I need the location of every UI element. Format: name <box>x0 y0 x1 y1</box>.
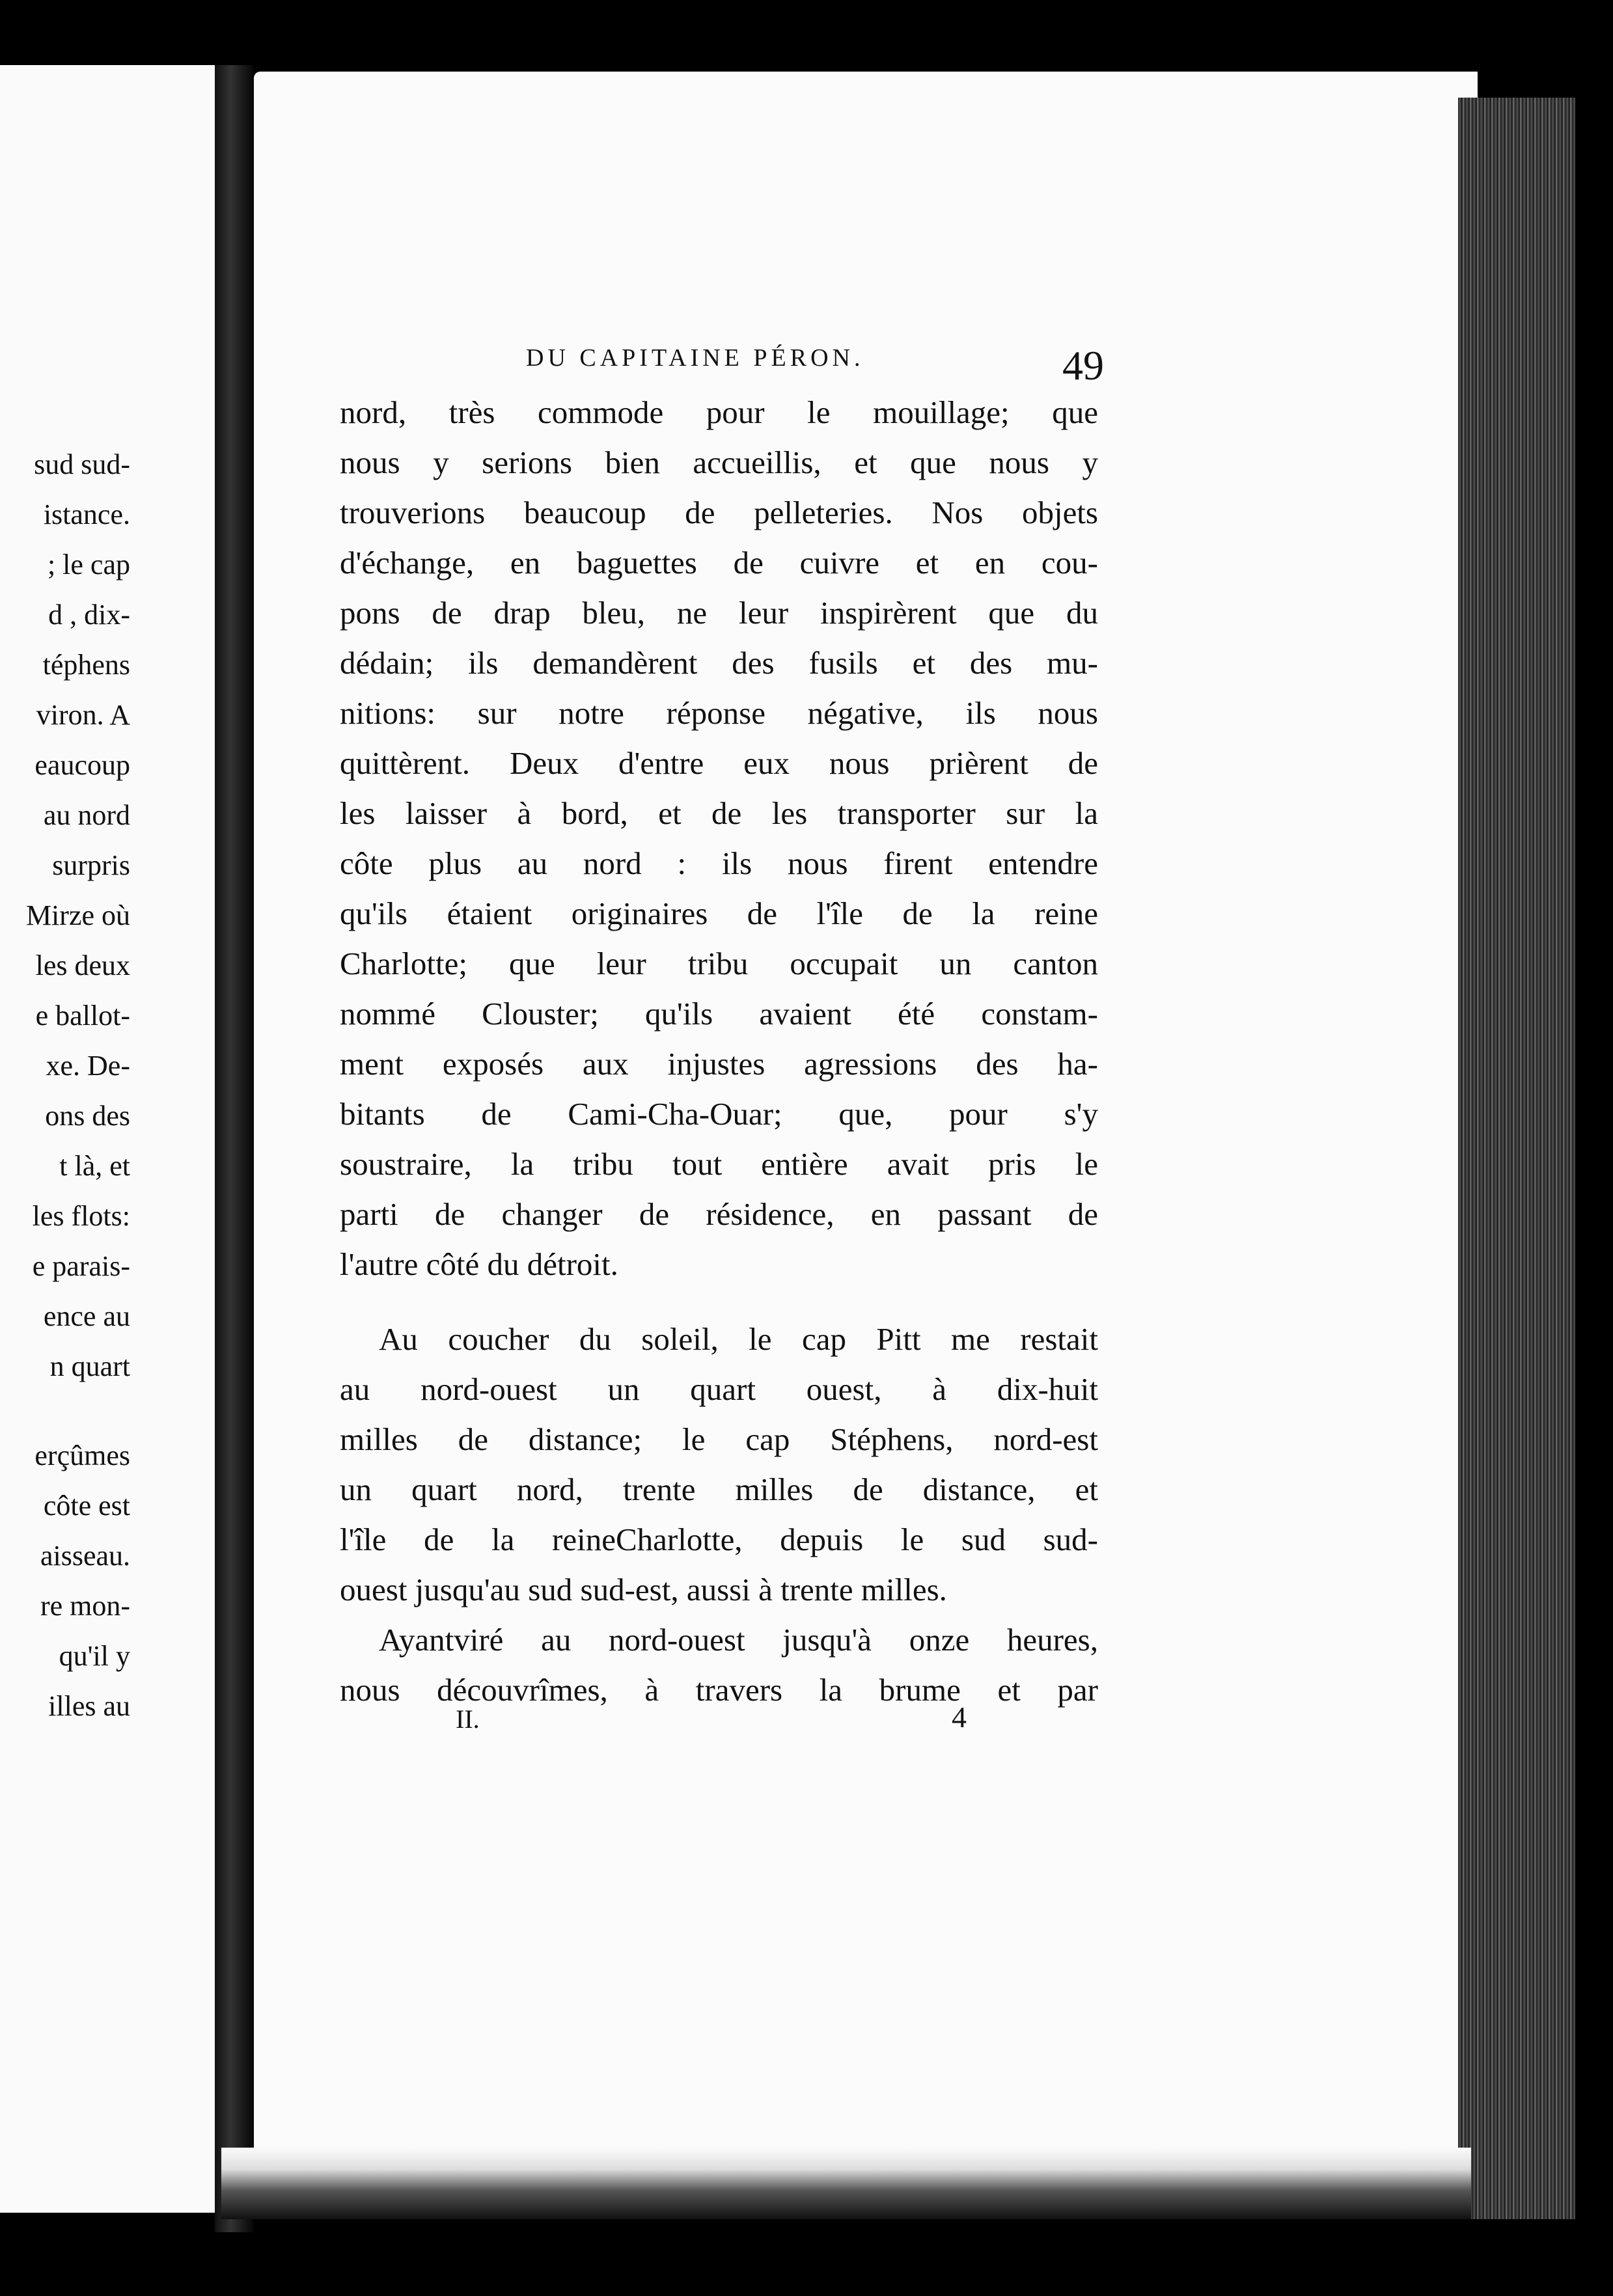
left-line: ons des <box>45 1100 130 1132</box>
left-paragraph-gap <box>0 1391 130 1430</box>
text-line: Charlotte; que leur tribu occupait un canton <box>340 946 1098 981</box>
left-line: erçûmes <box>34 1440 130 1471</box>
page-edges <box>1458 98 1575 2219</box>
paragraph-gap <box>340 1289 1098 1314</box>
left-line: d , dix- <box>48 599 130 631</box>
text-line: pons de drap bleu, ne leur inspirèrent que du <box>340 595 1098 631</box>
text-line: d'échange, en baguettes de cuivre et en cou- <box>340 545 1098 581</box>
left-line: Mirze où <box>25 899 130 931</box>
text-line: ouest jusqu'au sud sud-est, aussi à trente milles. <box>340 1572 947 1607</box>
book-gutter <box>215 65 254 2232</box>
left-line: ; le cap <box>47 549 130 581</box>
left-line: illes au <box>48 1690 130 1722</box>
text-line: Ayantviré au nord-ouest jusqu'à onze heures, <box>379 1622 1098 1658</box>
paragraph <box>340 1615 1098 1715</box>
text-line: quittèrent. Deux d'entre eux nous prièrent de <box>340 745 1098 781</box>
text-line: côte plus au nord : ils nous firent entendre <box>340 845 1098 881</box>
left-line: t là, et <box>59 1150 130 1182</box>
left-line: sud sud- <box>34 448 130 480</box>
left-line: istance. <box>43 499 130 530</box>
text-line: les laisser à bord, et de les transporter sur la <box>340 795 1098 831</box>
text-line: nord, très commode pour le mouillage; que <box>340 394 1098 430</box>
signature-number: 4 <box>952 1701 967 1734</box>
text-line: milles de distance; le cap Stéphens, nord-est <box>340 1421 1098 1457</box>
text-line: nitions: sur notre réponse négative, ils nous <box>340 695 1098 731</box>
left-line: qu'il y <box>59 1640 130 1672</box>
left-line: viron. A <box>36 699 130 731</box>
left-line: e ballot- <box>35 1000 130 1032</box>
text-line: ment exposés aux injustes agressions des ha- <box>340 1046 1098 1082</box>
left-line: re mon- <box>40 1590 130 1622</box>
text-line: parti de changer de résidence, en passant de <box>340 1196 1098 1232</box>
page-number: 49 <box>1062 342 1104 389</box>
left-page-text <box>0 439 130 1731</box>
text-line: trouverions beaucoup de pelleteries. Nos objets <box>340 495 1098 530</box>
left-page <box>0 65 215 2213</box>
left-line: les deux <box>35 950 130 981</box>
left-line: surpris <box>52 849 130 881</box>
left-line: côte est <box>43 1490 130 1522</box>
text-line: qu'ils étaient originaires de l'île de la reine <box>340 895 1098 931</box>
bottom-page-edge <box>221 2148 1471 2219</box>
text-line: l'île de la reineCharlotte, depuis le sud sud- <box>340 1522 1098 1557</box>
text-line: soustraire, la tribu tout entière avait pris le <box>340 1146 1098 1182</box>
left-line: n quart <box>49 1350 130 1382</box>
text-line: nous découvrîmes, à travers la brume et par <box>340 1672 1098 1708</box>
body-text <box>340 387 1098 1715</box>
text-line: dédain; ils demandèrent des fusils et des mu- <box>340 645 1098 681</box>
running-head: DU CAPITAINE PÉRON. <box>526 344 864 372</box>
text-line: nommé Clouster; qu'ils avaient été constam- <box>340 996 1098 1032</box>
text-line: nous y serions bien accueillis, et que nous y <box>340 444 1098 480</box>
text-line: Au coucher du soleil, le cap Pitt me restait <box>379 1321 1098 1357</box>
paragraph <box>340 1314 1098 1615</box>
left-line: téphens <box>42 649 130 681</box>
paragraph <box>340 387 1098 1289</box>
left-line: ence au <box>43 1300 130 1332</box>
text-line: bitants de Cami-Cha-Ouar; que, pour s'y <box>340 1096 1098 1132</box>
left-line: eaucoup <box>34 749 130 781</box>
left-line: au nord <box>43 799 130 831</box>
text-line: au nord-ouest un quart ouest, à dix-huit <box>340 1371 1098 1407</box>
left-line: e parais- <box>32 1250 130 1282</box>
left-line: aisseau. <box>40 1540 130 1572</box>
text-line: l'autre côté du détroit. <box>340 1246 618 1282</box>
signature-mark: II. <box>456 1704 480 1734</box>
left-line: les flots: <box>32 1200 130 1232</box>
text-line: un quart nord, trente milles de distance, et <box>340 1471 1098 1507</box>
left-line: xe. De- <box>46 1050 130 1082</box>
